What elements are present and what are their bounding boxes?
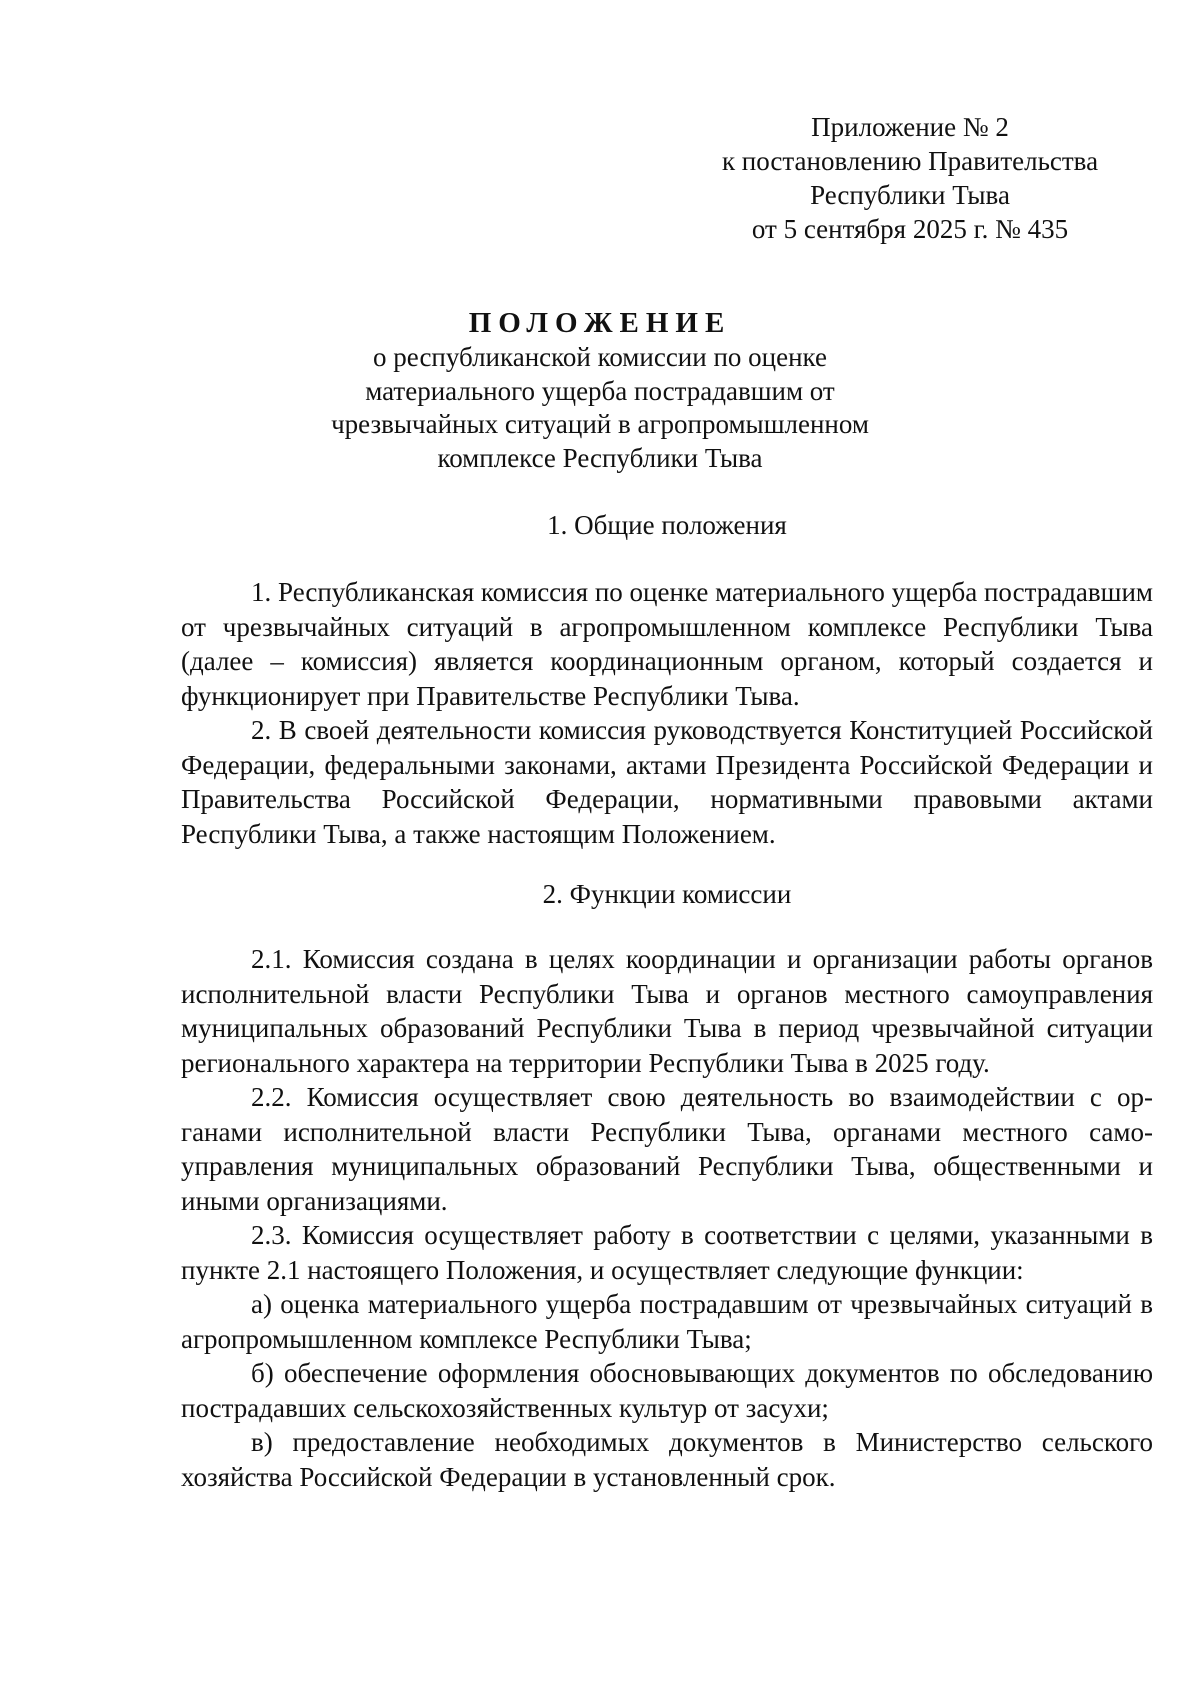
document-title-block	[280, 305, 920, 475]
annex-header	[700, 110, 1120, 246]
document-title: ПОЛОЖЕНИЕ	[468, 307, 732, 339]
annex-republic-line: Республики Тыва	[810, 180, 1010, 210]
list-item: б) обеспечение оформления обосновывающих документов по обследованию пострадавших сельскохозяйственных культур от засухи;	[181, 1358, 1153, 1423]
document-subtitle-line: чрезвычайных ситуаций в агропромышленном	[331, 409, 869, 439]
document-subtitle-line: материального ущерба пострадавшим от	[365, 375, 835, 406]
list-item: в) предоставление необходимых документов в Министерство сельского хозяйства Российской Федерации в установленный срок.	[181, 1427, 1153, 1492]
paragraph: 2.1. Комиссия создана в целях координации и организации работы органов исполнительной власти Республики Тыва и органов местного самоуправления муниципальных образований Республики Тыва в период чрезвычайной ситуации регионального характера на территории Республики Тыва в 2025 году.	[181, 944, 1153, 1078]
annex-number: Приложение № 2	[811, 112, 1009, 142]
section-2-heading: 2. Функции комиссии	[542, 879, 792, 909]
document-subtitle-line: комплексе Республики Тыва	[437, 442, 763, 473]
annex-ref-line: к постановлению Правительства	[721, 146, 1099, 176]
paragraph: 2.2. Комиссия осуществляет свою деятельность во взаимодействии с органами исполнительной власти Республики Тыва, органами местного самоуправления муниципальных образований Республики Тыва, общественными и иными организациями.	[181, 1082, 1153, 1216]
list-item: а) оценка материального ущерба пострадавшим от чрезвычайных ситуаций в агропромышленном комплексе Республики Тыва;	[181, 1289, 1153, 1354]
section-1-body	[181, 575, 1153, 851]
annex-date-line: от 5 сентября 2025 г. № 435	[751, 214, 1069, 244]
document-subtitle-line: о республиканской комиссии по оценке	[373, 342, 827, 372]
paragraph: 2. В своей деятельности комиссия руководствуется Конституцией Российской Федерации, федеральными законами, актами Президента Российской Федерации и Правительства Российской Федерации, нормативными правовыми актами Республики Тыва, а также настоящим Положением.	[181, 715, 1153, 849]
section-2-body	[181, 942, 1153, 1494]
section-1-heading: 1. Общие положения	[547, 510, 787, 540]
paragraph: 1. Республиканская комиссия по оценке материального ущерба пострадавшим от чрезвычайных ситуаций в агропромышленном комплексе Республики Тыва (далее – комиссия) является координационным органом, который создается и функционирует при Правительстве Республики Тыва.	[181, 577, 1153, 711]
paragraph: 2.3. Комиссия осуществляет работу в соответствии с целями, указанными в пункте 2.1 настоящего Положения, и осуществляет следующие функции:	[181, 1220, 1153, 1285]
